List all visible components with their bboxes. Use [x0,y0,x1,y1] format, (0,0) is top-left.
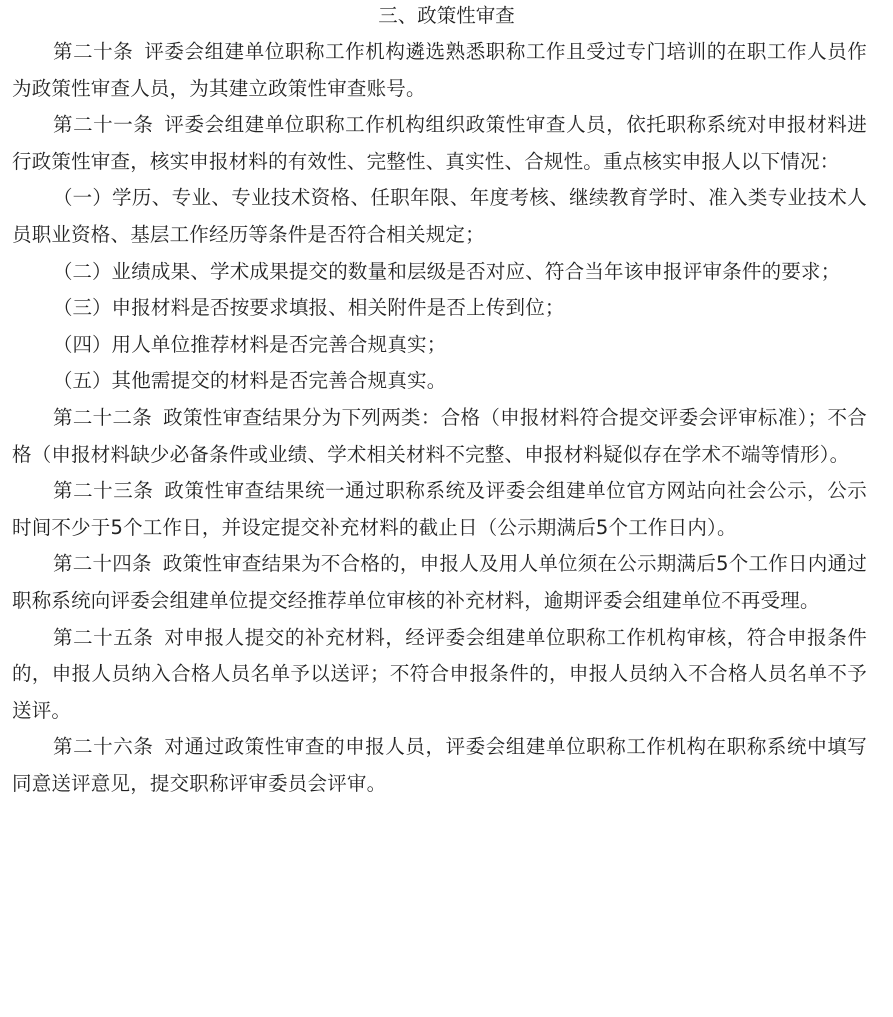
article-text: 评委会组建单位职称工作机构遴选熟悉职称工作且受过专门培训的在职工作人员作为政策性审查人员，为其建立政策性审查账号。 [12,40,867,100]
article-number: 第二十四条 [53,552,152,576]
list-item-3 [12,290,867,327]
list-item-number: （二） [53,259,112,283]
article-23 [12,473,867,546]
article-20 [12,34,867,107]
document-body [12,34,867,802]
section-title: 三、政策性审查 [378,4,515,27]
article-25 [12,620,867,730]
list-item-number: （四） [53,332,112,356]
list-item-5 [12,363,867,400]
article-number: 第二十二条 [53,405,153,429]
article-number: 第二十五条 [53,625,154,649]
article-21 [12,107,867,180]
article-text: 政策性审查结果分为下列两类：合格（申报材料符合提交评委会评审标准）；不合格（申报材料缺少必备条件或业绩、学术相关材料不完整、申报材料疑似存在学术不端等情形）。 [12,405,867,466]
article-text: 对通过政策性审查的申报人员，评委会组建单位职称工作机构在职称系统中填写同意送评意见，提交职称评审委员会评审。 [12,735,867,795]
list-item-number: （一） [53,186,113,210]
list-item-number: （五） [53,369,112,393]
article-number: 第二十六条 [53,735,154,759]
article-22 [12,400,867,473]
list-item-text: 其他需提交的材料是否完善合规真实。 [111,369,447,393]
article-number: 第二十条 [53,40,134,63]
list-item-text: 业绩成果、学术成果提交的数量和层级是否对应、符合当年该申报评审条件的要求； [111,259,841,283]
article-text: 评委会组建单位职称工作机构组织政策性审查人员，依托职称系统对申报材料进行政策性审查，核实申报材料的有效性、完整性、真实性、合规性。重点核实申报人以下情况： [12,113,867,173]
article-text: 政策性审查结果为不合格的，申报人及用人单位须在公示期满后5个工作日内通过职称系统向评委会组建单位提交经推荐单位审核的补充材料，逾期评委会组建单位不再受理。 [12,552,867,612]
list-item-1 [12,180,867,253]
article-26 [12,729,867,802]
article-number: 第二十三条 [53,479,154,503]
article-24 [12,546,867,619]
article-text: 政策性审查结果统一通过职称系统及评委会组建单位官方网站向社会公示，公示时间不少于5个工作日，并设定提交补充材料的截止日（公示期满后5个工作日内）。 [12,479,867,539]
article-text: 对申报人提交的补充材料，经评委会组建单位职称工作机构审核，符合申报条件的，申报人员纳入合格人员名单予以送评；不符合申报条件的，申报人员纳入不合格人员名单不予送评。 [12,625,867,722]
list-item-number: （三） [53,296,112,320]
list-item-2 [12,254,867,291]
article-number: 第二十一条 [53,113,154,137]
list-item-text: 申报材料是否按要求填报、相关附件是否上传到位； [111,296,565,320]
list-item-text: 用人单位推荐材料是否完善合规真实； [111,332,447,356]
list-item-text: 学历、专业、专业技术资格、任职年限、年度考核、继续教育学时、准入类专业技术人员职业资格、基层工作经历等条件是否符合相关规定； [12,186,867,246]
list-item-4 [12,327,867,364]
